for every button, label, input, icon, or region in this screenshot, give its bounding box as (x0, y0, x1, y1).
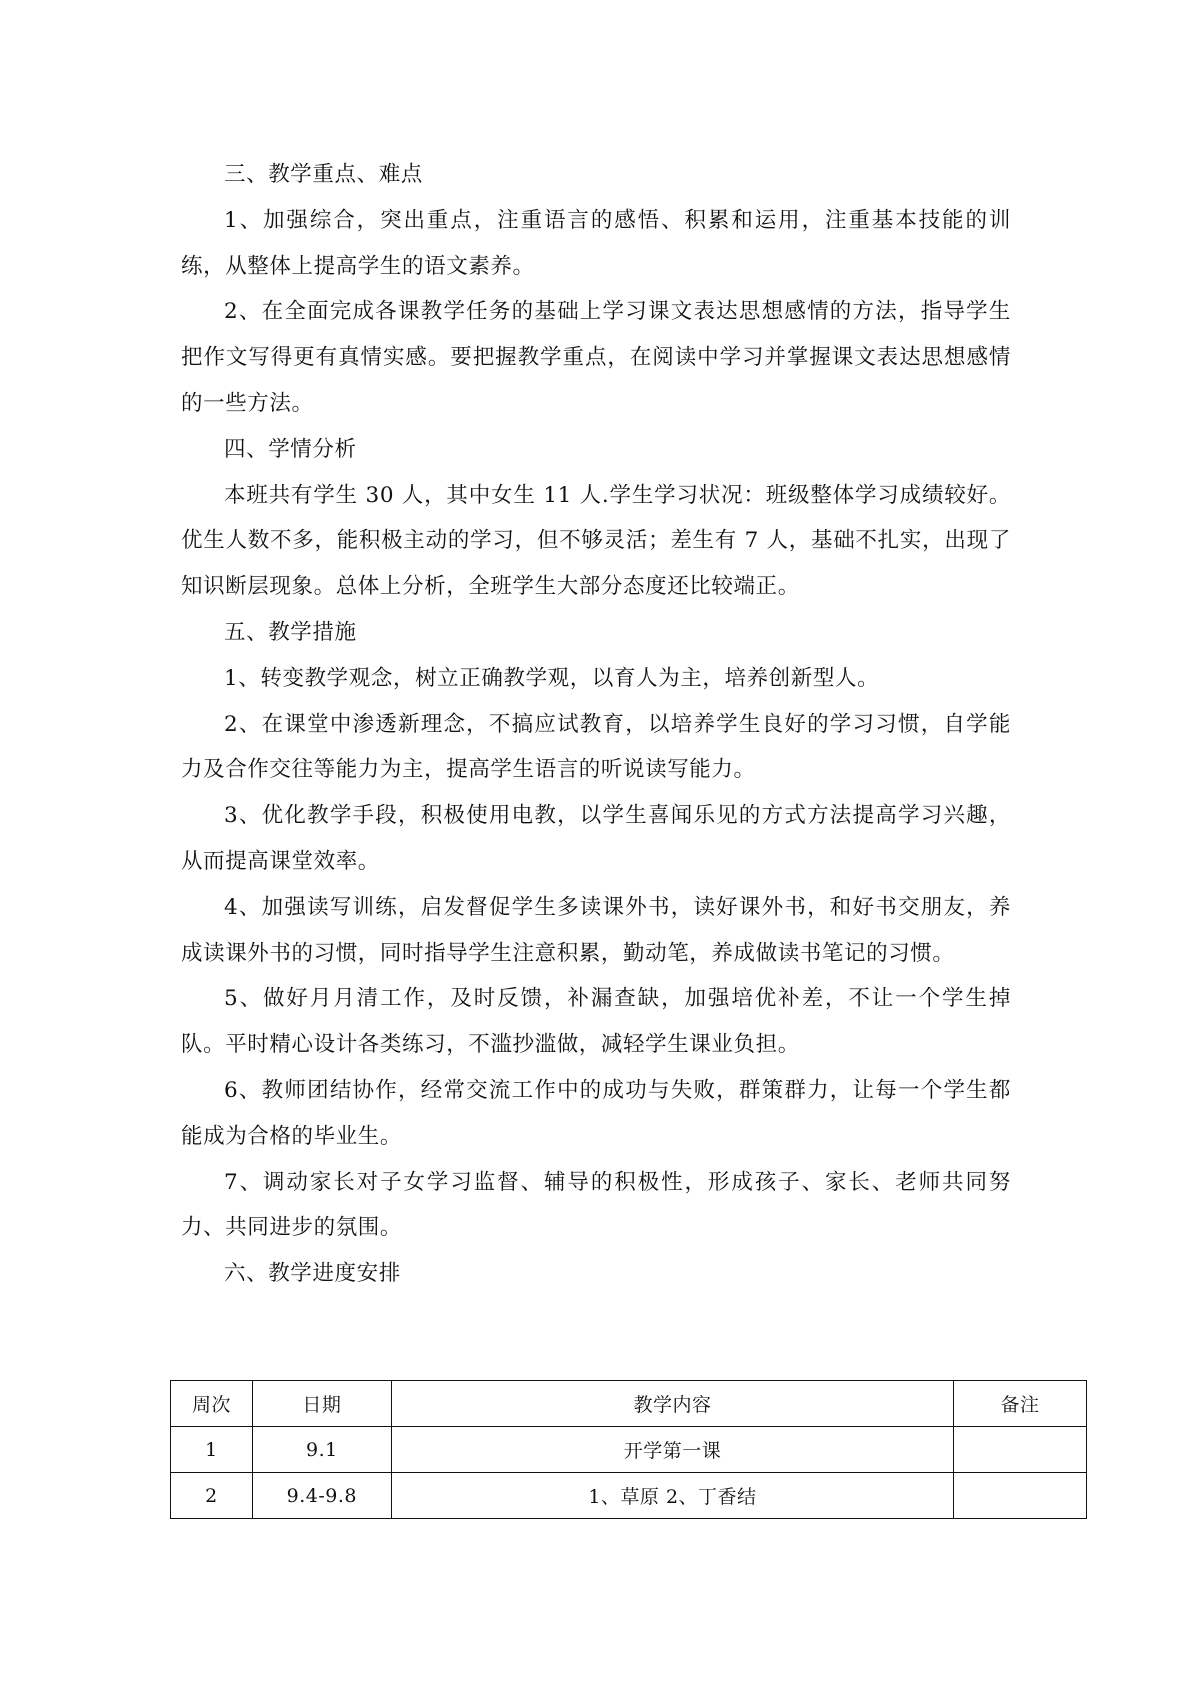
section-heading-schedule: 六、教学进度安排 (224, 1261, 401, 1287)
table-header-row (171, 1381, 1087, 1427)
cell-note (954, 1427, 1087, 1473)
table-row (171, 1427, 1087, 1473)
paragraph-measure-5: 5、做好月月清工作，及时反馈，补漏查缺，加强培优补差，不让一个学生掉队。平时精心设计各类练习，不滥抄滥做，减轻学生课业负担。 (181, 986, 1011, 1058)
section-heading-key-points: 三、教学重点、难点 (224, 162, 423, 187)
header-date: 日期 (252, 1381, 391, 1427)
paragraph-measure-3: 3、优化教学手段，积极使用电教，以学生喜闻乐见的方式方法提高学习兴趣，从而提高课堂效率。 (181, 803, 1011, 874)
section-heading-teaching-measures: 五、教学措施 (224, 619, 357, 645)
table-row (171, 1473, 1087, 1519)
paragraph-key-point-2: 2、在全面完成各课教学任务的基础上学习课文表达思想感情的方法，指导学生把作文写得更有真情实感。要把握教学重点，在阅读中学习并掌握课文表达思想感情的一些方法。 (181, 299, 1011, 416)
cell-week: 2 (171, 1473, 253, 1519)
header-note: 备注 (954, 1381, 1087, 1427)
header-week: 周次 (171, 1381, 253, 1427)
paragraph-measure-4: 4、加强读写训练，启发督促学生多读课外书，读好课外书，和好书交朋友，养成读课外书的习惯，同时指导学生注意积累，勤动笔，养成做读书笔记的习惯。 (181, 894, 1011, 966)
cell-content: 开学第一课 (391, 1427, 953, 1473)
cell-date: 9.4-9.8 (252, 1473, 391, 1519)
document-body (181, 152, 1011, 1297)
cell-content: 1、草原 2、丁香结 (391, 1473, 953, 1519)
cell-week: 1 (171, 1427, 253, 1473)
paragraph-key-point-1: 1、加强综合，突出重点，注重语言的感悟、积累和运用，注重基本技能的训练，从整体上提高学生的语文素养。 (181, 207, 1011, 279)
schedule-table (170, 1380, 1087, 1519)
cell-date: 9.1 (252, 1427, 391, 1473)
paragraph-measure-1: 1、转变教学观念，树立正确教学观，以育人为主，培养创新型人。 (224, 665, 880, 691)
paragraph-measure-7: 7、调动家长对子女学习监督、辅导的积极性，形成孩子、家长、老师共同努力、共同进步的氛围。 (181, 1169, 1011, 1241)
paragraph-measure-6: 6、教师团结协作，经常交流工作中的成功与失败，群策群力，让每一个学生都能成为合格的毕业生。 (181, 1077, 1011, 1149)
paragraph-measure-2: 2、在课堂中渗透新理念，不搞应试教育，以培养学生良好的学习习惯，自学能力及合作交往等能力为主，提高学生语言的听说读写能力。 (181, 711, 1011, 783)
section-heading-student-analysis: 四、学情分析 (224, 436, 357, 462)
cell-note (954, 1473, 1087, 1519)
header-content: 教学内容 (391, 1381, 953, 1427)
paragraph-student-analysis: 本班共有学生 30 人，其中女生 11 人.学生学习状况：班级整体学习成绩较好。优生人数不多，能积极主动的学习，但不够灵活；差生有 7 人，基础不扎实，出现了知识断层现象。总体上分析，全班学生大部分态度还比较端正。 (181, 482, 1011, 600)
